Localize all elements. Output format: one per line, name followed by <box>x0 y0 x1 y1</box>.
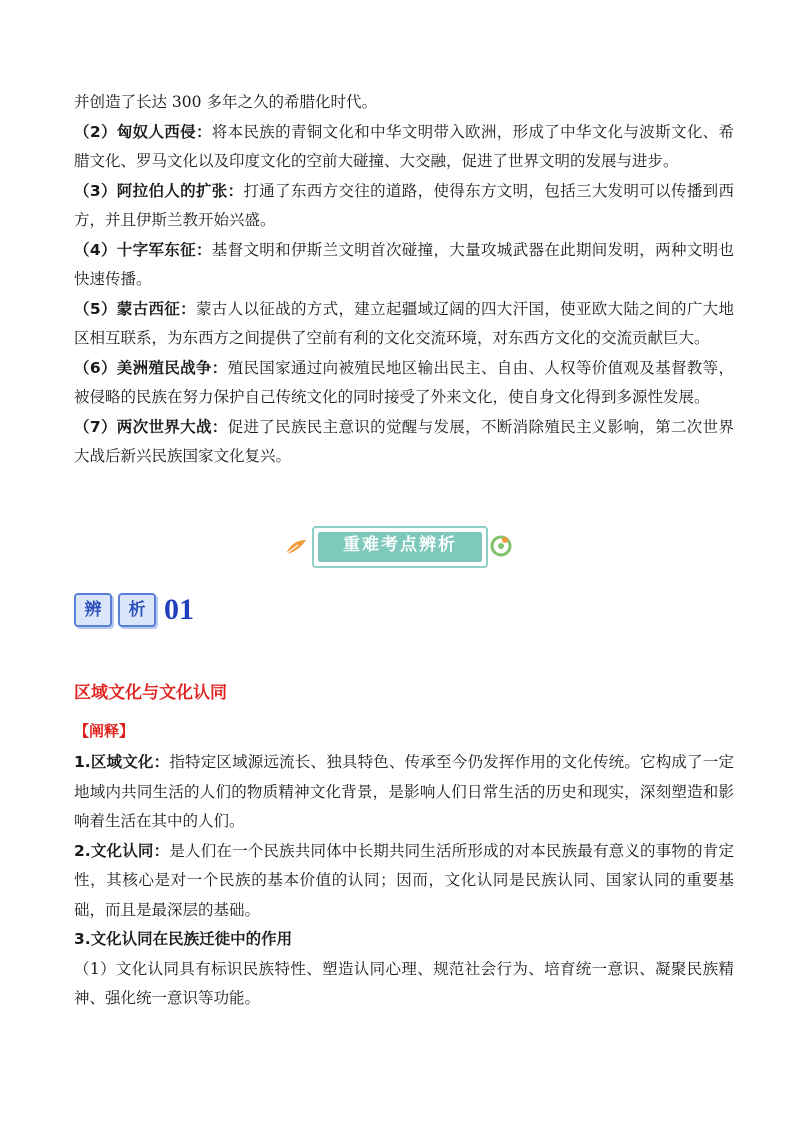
paragraph-6: （7）两次世界大战：促进了民族民主意识的觉醒与发展，不断消除殖民主义影响，第二次世界大战后新兴民族国家文化复兴。 <box>74 417 734 465</box>
analysis-badge <box>74 593 194 633</box>
section-banner <box>74 520 734 580</box>
document-page <box>74 88 734 1007</box>
lower-paragraph-3: （1）文化认同具有标识民族特性、塑造认同心理、规范社会行为、培育统一意识、凝聚民族精神、强化统一意识等功能。 <box>74 959 734 1007</box>
top-text-block <box>74 88 734 472</box>
banner-frame <box>312 526 488 568</box>
paragraph-5: （6）美洲殖民战争：殖民国家通过向被殖民地区输出民主、自由、人权等价值观及基督教等，被侵略的民族在努力保护自己传统文化的同时接受了外来文化，使自身文化得到多源性发展。 <box>74 358 734 406</box>
lower-paragraph-0: 1.区域文化：指特定区域源远流长、独具特色、传承至今仍发挥作用的文化传统。它构成了一定地域内共同生活的人们的物质精神文化背景，是影响人们日常生活的历史和现实，深刻塑造和影响着生活在其中的人们。 <box>74 753 734 830</box>
lower-paragraph-1: 2.文化认同：是人们在一个民族共同体中长期共同生活所形成的对本民族最有意义的事物的肯定性，其核心是对一个民族的基本价值的认同；因而，文化认同是民族认同、国家认同的重要基础，而且是最深层的基础。 <box>74 841 734 919</box>
leaf-icon <box>284 538 308 556</box>
paragraph-4: （5）蒙古西征：蒙古人以征战的方式，建立起疆域辽阔的四大汗国，使亚欧大陆之间的广大地区相互联系，为东西方之间提供了空前有利的文化交流环境，对东西方文化的交流贡献巨大。 <box>74 299 734 347</box>
banner-title: 重难考点辨析 <box>318 532 482 562</box>
lower-text-block <box>74 716 734 1014</box>
badge-char-2: 析 <box>118 593 156 627</box>
paragraph-0: 并创造了长达 300 多年之久的希腊化时代。 <box>74 93 377 111</box>
explain-label: 【阐释】 <box>74 722 135 740</box>
paragraph-2: （3）阿拉伯人的扩张：打通了东西方交往的道路，使得东方文明，包括三大发明可以传播到西方，并且伊斯兰教开始兴盛。 <box>74 181 734 229</box>
swirl-icon <box>488 532 514 558</box>
badge-char-1: 辨 <box>74 593 112 627</box>
paragraph-3: （4）十字军东征：基督文明和伊斯兰文明首次碰撞，大量攻城武器在此期间发明，两种文明也快速传播。 <box>74 240 734 288</box>
lower-paragraph-2: 3.文化认同在民族迁徙中的作用 <box>74 930 293 948</box>
badge-number: 01 <box>164 593 194 626</box>
section-title: 区域文化与文化认同 <box>74 683 227 703</box>
paragraph-1: （2）匈奴人西侵：将本民族的青铜文化和中华文明带入欧洲，形成了中华文化与波斯文化、希腊文化、罗马文化以及印度文化的空前大碰撞、大交融，促进了世界文明的发展与进步。 <box>74 122 734 170</box>
